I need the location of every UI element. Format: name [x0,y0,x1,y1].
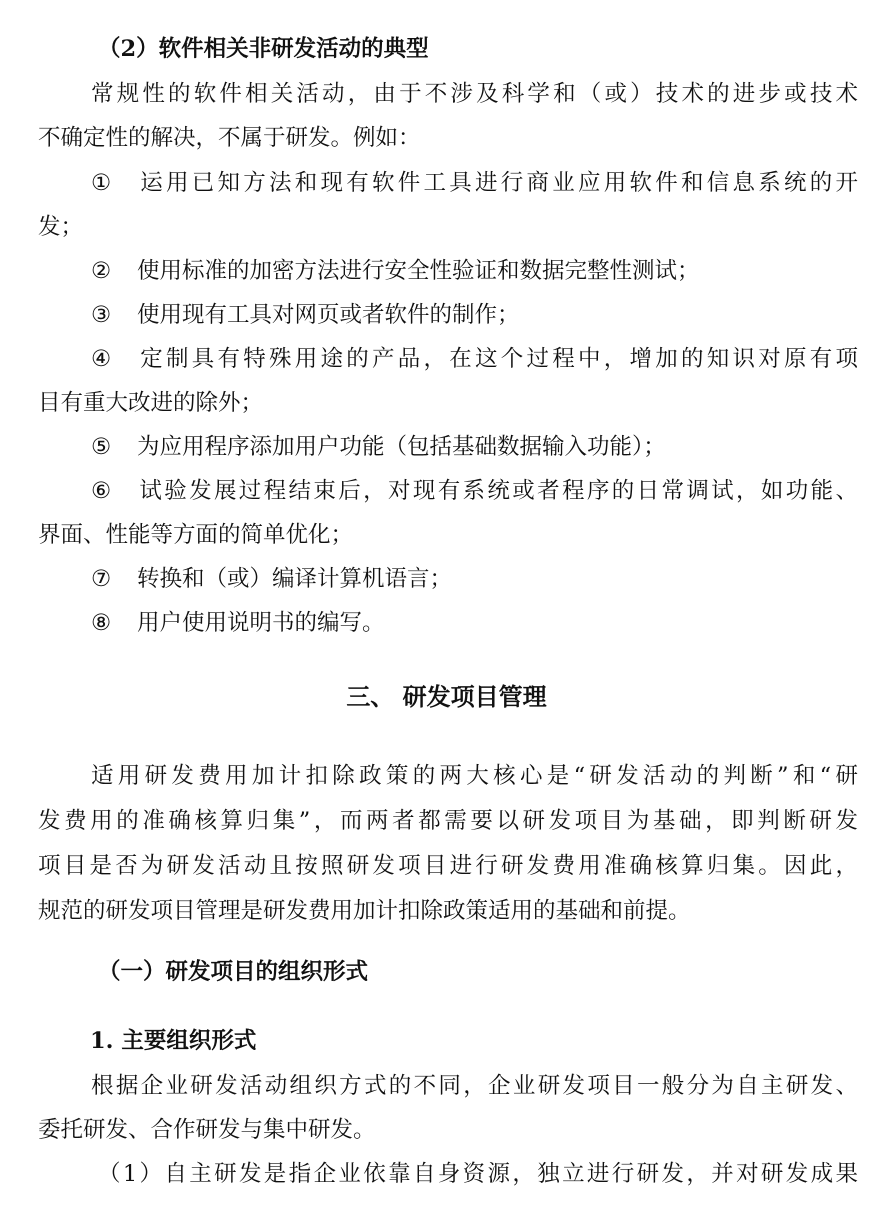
list-item-number: ⑥ [91,478,112,504]
list-item-6 [91,476,858,506]
list-item-1-continued: 发； [38,214,84,240]
list-item-4 [91,344,858,374]
intro-line-1: 常规性的软件相关活动，由于不涉及科学和（或）技术的进步或技术 [91,81,858,107]
list-item-number: ⑧ [91,610,112,636]
sub-heading: （一）研发项目的组织形式 [98,959,369,985]
sub-sub-heading: 1. 主要组织形式 [90,1028,257,1054]
paragraph-line-2: 发费用的准确核算归集”，而两者都需要以研发项目为基础，即判断研发 [38,808,858,834]
paragraph-line-3: 项目是否为研发活动且按照研发项目进行研发费用准确核算归集。因此， [38,853,858,879]
list-item-4-continued: 目有重大改进的除外； [38,390,264,416]
list-item-text: 使用现有工具对网页或者软件的制作； [137,302,520,328]
paragraph2-line-2: 委托研发、合作研发与集中研发。 [38,1117,376,1143]
heading-typical-activities: （2）软件相关非研发活动的典型 [98,36,429,62]
list-item-text: 为应用程序添加用户功能（包括基础数据输入功能）； [137,434,666,460]
list-item-text: 使用标准的加密方法进行安全性验证和数据完整性测试； [137,258,700,284]
list-item-text: 试验发展过程结束后，对现有系统或者程序的日常调试，如功能、 [137,478,858,504]
list-item-8 [91,608,858,638]
list-item-1 [91,168,858,198]
paragraph3-line-1: （1）自主研发是指企业依靠自身资源，独立进行研发，并对研发成果 [98,1161,858,1187]
list-item-7 [91,564,858,594]
list-item-number: ① [91,170,112,196]
section-title: 三、 研发项目管理 [346,682,547,711]
list-item-5 [91,432,858,462]
list-item-number: ⑤ [91,434,112,460]
paragraph-line-1: 适用研发费用加计扣除政策的两大核心是“研发活动的判断”和“研 [91,763,858,789]
list-item-number: ④ [91,346,112,372]
paragraph-line-4: 规范的研发项目管理是研发费用加计扣除政策适用的基础和前提。 [38,898,691,924]
list-item-number: ② [91,258,112,284]
list-item-6-continued: 界面、性能等方面的简单优化； [38,522,354,548]
list-item-2 [91,256,858,286]
list-item-3 [91,300,858,330]
list-item-number: ③ [91,302,112,328]
list-item-text: 转换和（或）编译计算机语言； [137,566,453,592]
list-item-number: ⑦ [91,566,112,592]
list-item-text: 运用已知方法和现有软件工具进行商业应用软件和信息系统的开 [137,170,858,196]
list-item-text: 定制具有特殊用途的产品，在这个过程中，增加的知识对原有项 [137,346,858,372]
intro-line-2: 不确定性的解决，不属于研发。例如： [38,125,421,151]
list-item-text: 用户使用说明书的编写。 [137,610,385,636]
paragraph2-line-1: 根据企业研发活动组织方式的不同，企业研发项目一般分为自主研发、 [91,1073,858,1099]
